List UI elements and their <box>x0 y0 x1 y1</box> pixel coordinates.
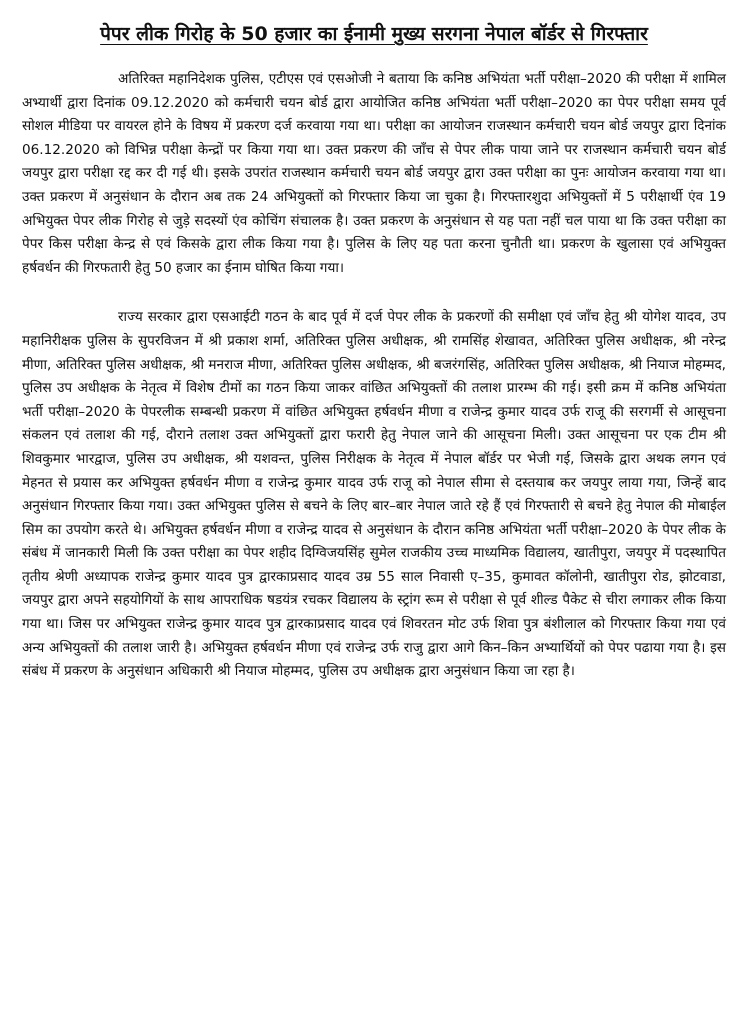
document-title: पेपर लीक गिरोह के 50 हजार का ईनामी मुख्य सरगना नेपाल बॉर्डर से गिरफ्तार <box>100 23 648 45</box>
paragraph-investigation-arrest: राज्य सरकार द्वारा एसआईटी गठन के बाद पूर्व में दर्ज पेपर लीक के प्रकरणों की समीक्षा एवं जाँच हेतु श्री योगेश यादव, उप महानिरीक्षक पुलिस के सुपरविजन में श्री प्रकाश शर्मा, अतिरिक्त पुलिस अधीक्षक, श्री रामसिंह शेखावत, अतिरिक्त पुलिस अधीक्षक, श्री नरेन्द्र मीणा, अतिरिक्त पुलिस अधीक्षक, श्री मनराज मीणा, अतिरिक्त पुलिस अधीक्षक, श्री बजरंगसिंह, अतिरिक्त पुलिस अधीक्षक, श्री नियाज मोहम्मद, पुलिस उप अधीक्षक के नेतृत्व में विशेष टीमों का गठन किया जाकर वांछित अभियुक्तों की तलाश प्रारम्भ की गई। इसी क्रम में कनिष्ठ अभियंता भर्ती परीक्षा–2020 के पेपरलीक सम्बन्धी प्रकरण में वांछित अभियुक्त हर्षवर्धन मीणा व राजेन्द्र कुमार यादव उर्फ राजू की सरगर्मी से आसूचना संकलन एवं तलाश की गई, दौराने तलाश उक्त अभियुक्तों द्वारा फरारी हेतु नेपाल जाने की आसूचना मिली। उक्त आसूचना पर एक टीम श्री शिवकुमार भारद्वाज, पुलिस उप अधीक्षक, श्री यशवन्त, पुलिस निरीक्षक के नेतृत्व में नेपाल बॉर्डर पर भेजी गई, जिसके द्वारा अथक लगन एवं मेहनत से प्रयास कर अभियुक्त हर्षवर्धन मीणा व राजेन्द्र कुमार यादव उर्फ राजू को नेपाल सीमा से दस्तयाब कर जयपुर लाया गया, जिन्हें बाद अनुसंधान गिरफ्तार किया गया। उक्त अभियुक्त पुलिस से बचने के लिए बार–बार नेपाल जाते रहे हैं एवं गिरफ्तारी से बचने हेतु नेपाल की मोबाईल सिम का उपयोग करते थे। अभियुक्त हर्षवर्धन मीणा व राजेन्द्र यादव से अनुसंधान के दौरान कनिष्ठ अभियंता भर्ती परीक्षा–2020 के पेपर लीक के संबंध में जानकारी मिली कि उक्त परीक्षा का पेपर शहीद दिग्विजयसिंह सुमेल राजकीय उच्च माध्यमिक विद्यालय, खातीपुरा, जयपुर में पदस्थापित तृतीय श्रेणी अध्यापक राजेन्द्र कुमार यादव पुत्र द्वारकाप्रसाद यादव उम्र 55 साल निवासी ए–35, कुमावत कॉलोनी, खातीपुरा रोड, झोटवाडा, जयपुर द्वारा अपने सहयोगियों के साथ आपराधिक षडयंत्र रचकर विद्यालय के स्ट्रांग रूम से परीक्षा से पूर्व शील्ड पैकेट से चीरा लगाकर लीक किया गया था। जिस पर अभियुक्त राजेन्द्र कुमार यादव पुत्र द्वारकाप्रसाद यादव एवं शिवरतन मोट उर्फ शिवा पुत्र बंशीलाल को गिरफ्तार किया गया एवं अन्य अभियुक्तों की तलाश जारी है। अभियुक्त हर्षवर्धन मीणा एवं राजेन्द्र उर्फ राजु द्वारा आगे किन–किन अभ्यार्थियों को पेपर पढाया गया है। इस संबंध में प्रकरण के अनुसंधान अधिकारी श्री नियाज मोहम्मद, पुलिस उप अधीक्षक द्वारा अनुसंधान किया जा रहा है। <box>22 309 726 680</box>
paragraph-case-background: अतिरिक्त महानिदेशक पुलिस, एटीएस एवं एसओजी ने बताया कि कनिष्ठ अभियंता भर्ती परीक्षा–2020 की परीक्षा में शामिल अभ्यार्थी द्वारा दिनांक 09.12.2020 को कर्मचारी चयन बोर्ड द्वारा आयोजित कनिष्ठ अभियंता भर्ती परीक्षा–2020 का पेपर परीक्षा समय पूर्व सोशल मीडिया पर वायरल होने के विषय में प्रकरण दर्ज करवाया गया था। परीक्षा का आयोजन राजस्थान कर्मचारी चयन बोर्ड जयपुर द्वारा दिनांक 06.12.2020 को विभिन्न परीक्षा केन्द्रों पर किया गया था। उक्त प्रकरण की जाँच से पेपर लीक पाया जाने पर राजस्थान कर्मचारी चयन बोर्ड जयपुर द्वारा परीक्षा रद्द कर दी गई थी। इसके उपरांत राजस्थान कर्मचारी चयन बोर्ड जयपुर द्वारा उक्त परीक्षा का पुनः आयोजन करवाया गया था। उक्त प्रकरण में अनुसंधान के दौरान अब तक 24 अभियुक्तों को गिरफ्तार किया जा चुका है। गिरफ्तारशुदा अभियुक्तों में 5 परीक्षार्थी एंव 19 अभियुक्त पेपर लीक गिरोह से जुड़े सदस्यों एंव कोचिंग संचालक है। उक्त प्रकरण के अनुसंधान से यह पता नहीं चल पाया था कि उक्त परीक्षा का पेपर किस परीक्षा केन्द्र से एवं किसके द्वारा लीक किया गया है। पुलिस के लिए यह पता करना चुनौती था। प्रकरण के खुलासा एवं अभियुक्त हर्षवर्धन की गिरफतारी हेतु 50 हजार का ईनाम घोषित किया गया। <box>22 71 726 276</box>
